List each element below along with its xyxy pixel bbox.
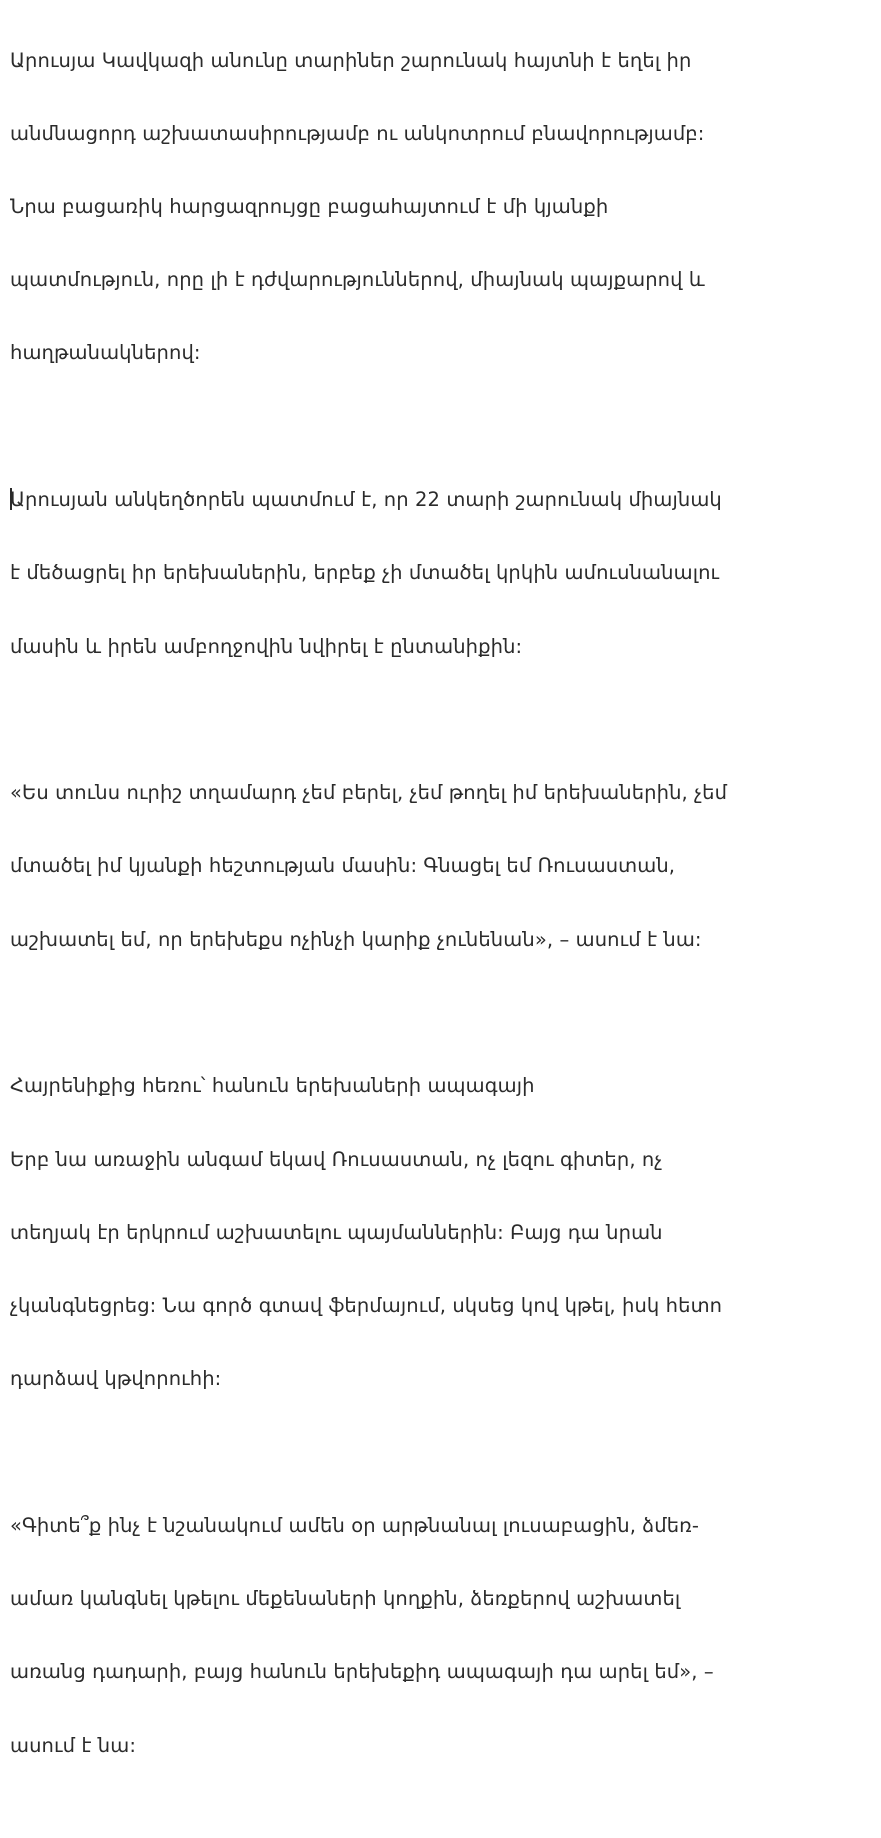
text-line: հաղթանակներով: <box>10 341 201 365</box>
paragraph-single-mother[interactable] <box>10 446 875 702</box>
text-line-content: Արուսյան անկեղծորեն պատմում է, որ 22 տարի շարունակ միայնակ <box>10 488 722 512</box>
text-line: ասում է նա: <box>10 1733 137 1757</box>
article-body <box>10 6 875 1838</box>
text-line: է մեծացրել իր երեխաներին, երբեք չի մտածել կրկին ամուսնանալու <box>10 561 720 585</box>
paragraph-quote-1 <box>10 739 875 995</box>
text-line: դարձավ կթվորուհի: <box>10 1367 222 1391</box>
paragraph-quote-2 <box>10 1471 875 1800</box>
text-line-with-cursor <box>10 482 875 519</box>
paragraph-russia <box>10 1032 875 1435</box>
section-heading: Հայրենիքից հեռու՝ հանուն երեխաների ապագայի <box>10 1074 535 1098</box>
text-line: ամառ կանգնել կթելու մեքենաների կողքին, ձեռքերով աշխատել <box>10 1587 681 1611</box>
text-line: մասին և իրեն ամբողջովին նվիրել է ընտանիքին: <box>10 634 523 658</box>
paragraph-intro <box>10 6 875 409</box>
text-line: մտածել իմ կյանքի հեշտության մասին: Գնացել եմ Ռուսաստան, <box>10 854 676 878</box>
text-line: չկանգնեցրեց: Նա գործ գտավ ֆերմայում, սկսեց կով կթել, իսկ հետո <box>10 1294 723 1317</box>
text-line: առանց դադարի, բայց հանուն երեխեքիդ ապագայի դա արել եմ», – <box>10 1660 714 1684</box>
text-line: «Գիտե՞ք ինչ է նշանակում ամեն օր արթնանալ լուսաբացին, ձմեռ- <box>10 1513 700 1537</box>
text-line: աշխատել եմ, որ երեխեքս ոչինչի կարիք չունենան», – ասում է նա: <box>10 927 702 951</box>
text-line: Արուսյա Կավկազի անունը տարիներ շարունակ հայտնի է եղել իր <box>10 48 692 72</box>
text-line: անմնացորդ աշխատասիրությամբ ու անկոտրում բնավորությամբ: <box>10 121 705 145</box>
text-line: պատմություն, որը լի է դժվարություններով, միայնակ պայքարով և <box>10 268 705 292</box>
text-line: Նրա բացառիկ հարցազրույցը բացահայտում է մի կյանքի <box>10 194 609 218</box>
text-line: տեղյակ էր երկրում աշխատելու պայմաններին: Բայց դա նրան <box>10 1220 663 1244</box>
text-line: «Ես տունս ուրիշ տղամարդ չեմ բերել, չեմ թողել իմ երեխաներին, չեմ <box>10 781 728 805</box>
text-line: Երբ նա առաջին անգամ եկավ Ռուսաստան, ոչ լեզու գիտեր, ոչ <box>10 1147 663 1171</box>
